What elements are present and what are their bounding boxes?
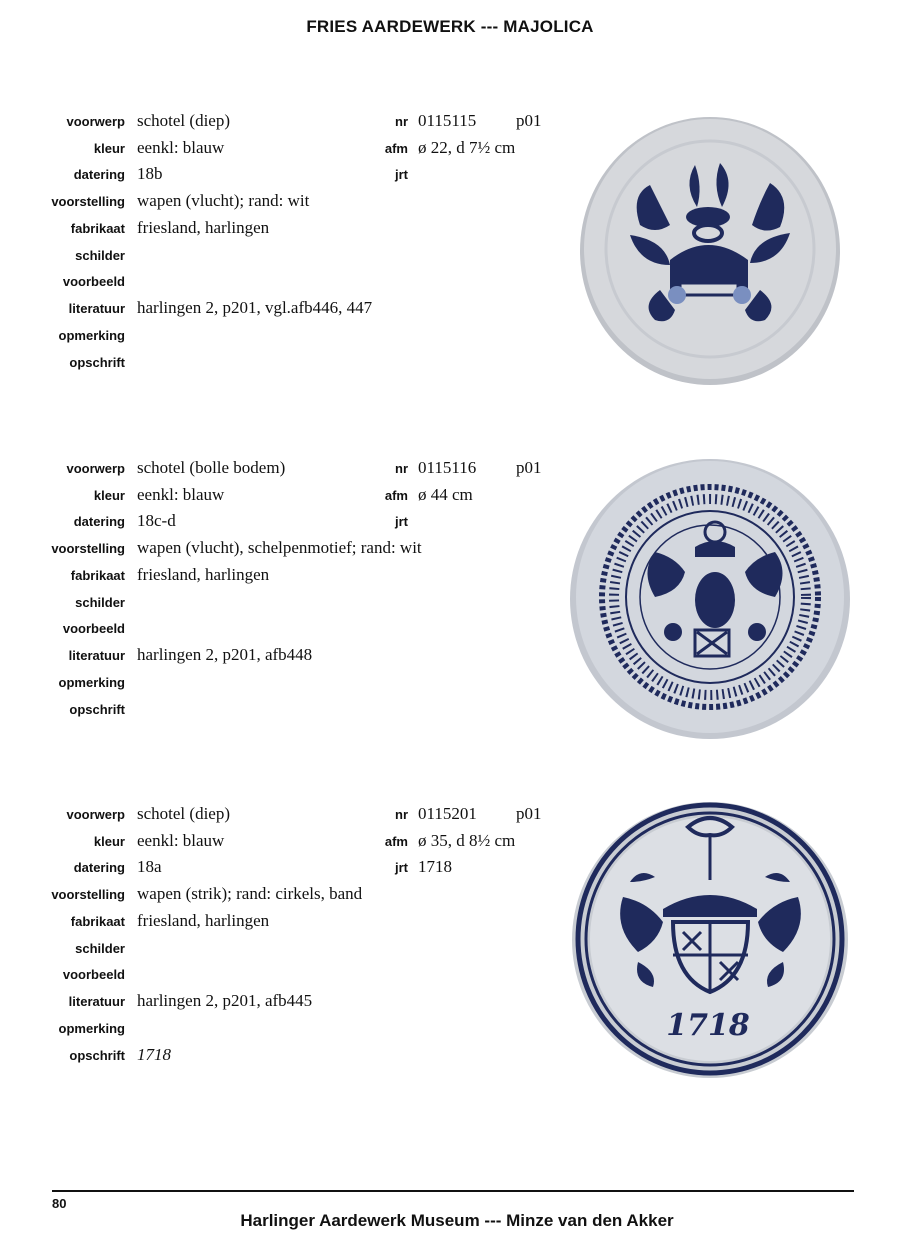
value-afm: ø 22, d 7½ cm bbox=[418, 138, 516, 157]
value-afm: ø 44 cm bbox=[418, 485, 473, 504]
page-title: FRIES AARDEWERK --- MAJOLICA bbox=[306, 17, 594, 36]
label-opschrift: opschrift bbox=[69, 702, 125, 717]
value-kleur: eenkl: blauw bbox=[137, 831, 225, 850]
label-opmerking: opmerking bbox=[58, 328, 125, 343]
label-afm: afm bbox=[384, 834, 408, 849]
value-page-ref: p01 bbox=[516, 111, 542, 130]
label-opmerking: opmerking bbox=[58, 1021, 125, 1036]
label-voorstelling: voorstelling bbox=[51, 887, 125, 902]
value-fabrikaat: friesland, harlingen bbox=[137, 218, 270, 237]
value-kleur: eenkl: blauw bbox=[137, 485, 225, 504]
label-voorwerp: voorwerp bbox=[66, 807, 125, 822]
value-opschrift: 1718 bbox=[137, 1045, 171, 1064]
label-jrt: jrt bbox=[395, 514, 408, 529]
label-opschrift: opschrift bbox=[69, 355, 125, 370]
value-literatuur: harlingen 2, p201, afb445 bbox=[137, 991, 313, 1010]
label-nr: nr bbox=[395, 461, 408, 476]
value-literatuur: harlingen 2, p201, afb448 bbox=[137, 645, 313, 664]
label-datering: datering bbox=[73, 514, 125, 529]
value-jrt: 1718 bbox=[418, 857, 452, 876]
label-kleur: kleur bbox=[93, 488, 125, 503]
page-number: 80 bbox=[52, 1196, 67, 1211]
value-datering: 18a bbox=[137, 857, 162, 876]
label-nr: nr bbox=[395, 114, 408, 129]
label-opmerking: opmerking bbox=[58, 675, 125, 690]
label-voorstelling: voorstelling bbox=[51, 194, 125, 209]
value-fabrikaat: friesland, harlingen bbox=[137, 565, 270, 584]
value-fabrikaat: friesland, harlingen bbox=[137, 911, 270, 930]
value-page-ref: p01 bbox=[516, 458, 542, 477]
label-kleur: kleur bbox=[93, 834, 125, 849]
label-schilder: schilder bbox=[75, 248, 125, 263]
label-voorbeeld: voorbeeld bbox=[62, 274, 125, 289]
label-fabrikaat: fabrikaat bbox=[70, 221, 125, 236]
label-fabrikaat: fabrikaat bbox=[70, 568, 125, 583]
label-literatuur: literatuur bbox=[68, 994, 125, 1009]
label-opschrift: opschrift bbox=[69, 1048, 125, 1063]
value-nr: 0115201 bbox=[418, 804, 477, 823]
label-voorbeeld: voorbeeld bbox=[62, 621, 125, 636]
value-voorstelling: wapen (vlucht); rand: wit bbox=[137, 191, 310, 210]
label-voorstelling: voorstelling bbox=[51, 541, 125, 556]
footer-divider bbox=[52, 1190, 854, 1192]
label-datering: datering bbox=[73, 167, 125, 182]
label-schilder: schilder bbox=[75, 941, 125, 956]
value-kleur: eenkl: blauw bbox=[137, 138, 225, 157]
label-kleur: kleur bbox=[93, 141, 125, 156]
label-datering: datering bbox=[73, 860, 125, 875]
label-jrt: jrt bbox=[395, 860, 408, 875]
value-voorwerp: schotel (diep) bbox=[137, 111, 230, 130]
label-jrt: jrt bbox=[395, 167, 408, 182]
plate-photo bbox=[565, 452, 855, 742]
label-schilder: schilder bbox=[75, 595, 125, 610]
value-voorstelling: wapen (vlucht), schelpenmotief; rand: wit bbox=[137, 538, 422, 557]
value-page-ref: p01 bbox=[516, 804, 542, 823]
label-literatuur: literatuur bbox=[68, 648, 125, 663]
footer-text: Harlinger Aardewerk Museum --- Minze van den Akker bbox=[240, 1211, 674, 1230]
value-voorstelling: wapen (strik); rand: cirkels, band bbox=[137, 884, 363, 903]
label-literatuur: literatuur bbox=[68, 301, 125, 316]
plate-photo bbox=[570, 105, 850, 390]
label-fabrikaat: fabrikaat bbox=[70, 914, 125, 929]
value-afm: ø 35, d 8½ cm bbox=[418, 831, 516, 850]
label-voorbeeld: voorbeeld bbox=[62, 967, 125, 982]
label-nr: nr bbox=[395, 807, 408, 822]
value-datering: 18b bbox=[137, 164, 163, 183]
value-voorwerp: schotel (bolle bodem) bbox=[137, 458, 286, 477]
value-voorwerp: schotel (diep) bbox=[137, 804, 230, 823]
label-voorwerp: voorwerp bbox=[66, 114, 125, 129]
value-nr: 0115116 bbox=[418, 458, 477, 477]
plate-photo bbox=[568, 797, 853, 1082]
value-literatuur: harlingen 2, p201, vgl.afb446, 447 bbox=[137, 298, 373, 317]
label-afm: afm bbox=[384, 488, 408, 503]
value-nr: 0115115 bbox=[418, 111, 477, 130]
value-datering: 18c-d bbox=[137, 511, 176, 530]
plate-inscription: 1718 bbox=[666, 1008, 750, 1043]
label-voorwerp: voorwerp bbox=[66, 461, 125, 476]
label-afm: afm bbox=[384, 141, 408, 156]
